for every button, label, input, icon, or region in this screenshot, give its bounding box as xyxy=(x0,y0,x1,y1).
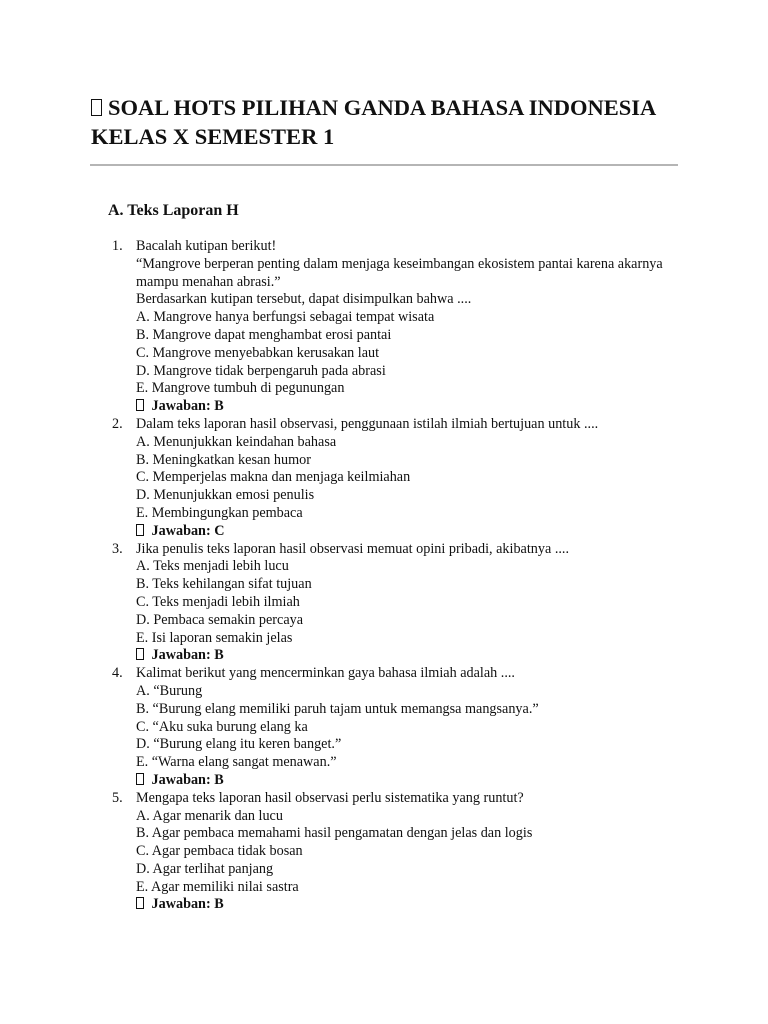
answer-key-text: Jawaban: B xyxy=(151,647,224,664)
question-item xyxy=(0,238,768,416)
answer-option: D. Menunjukkan emosi penulis xyxy=(136,487,315,504)
answer-option: A. “Burung xyxy=(136,682,203,699)
question-number: 2. xyxy=(112,415,123,432)
answer-option: C. Mangrove menyebabkan kerusakan laut xyxy=(136,344,380,361)
question-text: Jika penulis teks laporan hasil observasi memuat opini pribadi, akibatnya .... xyxy=(136,540,570,557)
answer-option: C. Agar pembaca tidak bosan xyxy=(136,843,303,860)
question-number: 3. xyxy=(112,540,123,557)
answer-option: B. Meningkatkan kesan humor xyxy=(136,451,311,468)
answer-option: E. Agar memiliki nilai sastra xyxy=(136,878,299,895)
question-text: Dalam teks laporan hasil observasi, penggunaan istilah ilmiah bertujuan untuk .... xyxy=(136,415,599,432)
answer-key xyxy=(136,398,678,416)
answer-option: D. “Burung elang itu keren banget.” xyxy=(136,736,342,753)
question-text: Mengapa teks laporan hasil observasi perlu sistematika yang runtut? xyxy=(136,789,524,806)
horizontal-divider xyxy=(90,164,678,166)
missing-glyph-box-icon xyxy=(136,897,144,909)
answer-option: E. Membingungkan pembaca xyxy=(136,504,303,521)
answer-key-text: Jawaban: B xyxy=(151,771,224,788)
missing-glyph-box-icon xyxy=(91,99,102,116)
answer-option: B. Agar pembaca memahami hasil pengamatan dengan jelas dan logis xyxy=(136,825,533,842)
document-title-text: SOAL HOTS PILIHAN GANDA BAHASA INDONESIA KELAS X SEMESTER 1 xyxy=(91,95,656,149)
document-title xyxy=(91,93,691,151)
answer-option: B. Teks kehilangan sifat tujuan xyxy=(136,576,312,593)
answer-option: C. “Aku suka burung elang ka xyxy=(136,718,308,735)
answer-option: D. Mangrove tidak berpengaruh pada abrasi xyxy=(136,362,386,379)
section-heading: A. Teks Laporan H xyxy=(108,202,239,219)
answer-option: A. Teks menjadi lebih lucu xyxy=(136,558,289,575)
answer-key xyxy=(136,523,678,541)
missing-glyph-box-icon xyxy=(136,524,144,536)
question-item xyxy=(0,541,768,666)
question-text: “Mangrove berperan penting dalam menjaga keseimbangan ekosistem pantai karena akarnya mampu menahan abrasi.” xyxy=(136,255,663,290)
answer-key xyxy=(136,896,678,914)
answer-option: B. Mangrove dapat menghambat erosi pantai xyxy=(136,326,392,343)
answer-option: E. Isi laporan semakin jelas xyxy=(136,629,293,646)
question-text: Kalimat berikut yang mencerminkan gaya bahasa ilmiah adalah .... xyxy=(136,665,515,682)
question-text: Berdasarkan kutipan tersebut, dapat disimpulkan bahwa .... xyxy=(136,291,472,308)
question-list xyxy=(0,238,768,914)
question-item xyxy=(0,416,768,541)
missing-glyph-box-icon xyxy=(136,399,144,411)
missing-glyph-box-icon xyxy=(136,648,144,660)
answer-option: D. Agar terlihat panjang xyxy=(136,860,274,877)
answer-option: E. “Warna elang sangat menawan.” xyxy=(136,754,337,771)
answer-option: A. Mangrove hanya berfungsi sebagai tempat wisata xyxy=(136,309,435,326)
answer-option: D. Pembaca semakin percaya xyxy=(136,611,304,628)
answer-option: E. Mangrove tumbuh di pegunungan xyxy=(136,380,345,397)
answer-key-text: Jawaban: B xyxy=(151,398,224,415)
answer-option: C. Memperjelas makna dan menjaga keilmiahan xyxy=(136,469,411,486)
answer-option: A. Agar menarik dan lucu xyxy=(136,807,283,824)
missing-glyph-box-icon xyxy=(136,773,144,785)
question-number: 1. xyxy=(112,238,123,254)
answer-key xyxy=(136,647,678,665)
question-item xyxy=(0,790,768,915)
question-item xyxy=(0,665,768,790)
question-text: Bacalah kutipan berikut! xyxy=(136,238,277,254)
answer-key xyxy=(136,772,678,790)
question-number: 4. xyxy=(112,665,123,682)
answer-option: B. “Burung elang memiliki paruh tajam untuk memangsa mangsanya.” xyxy=(136,700,539,717)
answer-option: C. Teks menjadi lebih ilmiah xyxy=(136,593,300,610)
answer-option: A. Menunjukkan keindahan bahasa xyxy=(136,433,337,450)
answer-key-text: Jawaban: B xyxy=(151,896,224,913)
answer-key-text: Jawaban: C xyxy=(151,522,225,539)
question-number: 5. xyxy=(112,789,123,806)
